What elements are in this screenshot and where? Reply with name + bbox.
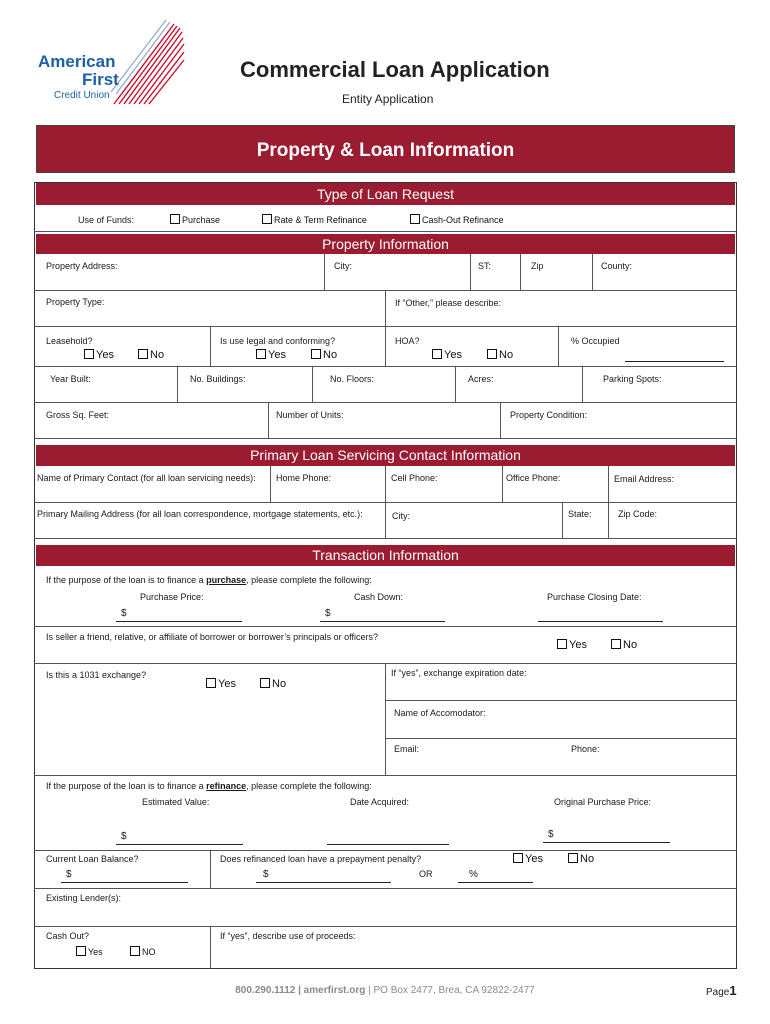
leasehold-yes-checkbox[interactable]: Yes bbox=[84, 349, 114, 361]
leasehold-label: Leasehold? bbox=[46, 336, 93, 346]
seller-affiliate-yes-checkbox[interactable]: Yes bbox=[557, 639, 587, 651]
page-title: Commercial Loan Application bbox=[240, 57, 550, 82]
page-subtitle: Entity Application bbox=[342, 92, 434, 106]
office-phone-label: Office Phone: bbox=[506, 473, 561, 483]
prepayment-no-checkbox[interactable]: No bbox=[568, 853, 594, 865]
property-condition-label: Property Condition: bbox=[510, 410, 588, 420]
logo-line-1: American bbox=[38, 52, 116, 71]
seller-affiliate-question: Is seller a friend, relative, or affiliate of borrower or borrower’s principals or officers? bbox=[46, 632, 378, 642]
accomodator-phone-label: Phone: bbox=[571, 744, 600, 754]
cash-out-label: Cash Out? bbox=[46, 931, 90, 941]
prepayment-amount-field[interactable] bbox=[256, 882, 391, 883]
legal-no-checkbox[interactable]: No bbox=[311, 349, 337, 361]
mailing-state-label: State: bbox=[568, 509, 592, 519]
purchase-price-field[interactable] bbox=[116, 621, 242, 622]
hoa-no-checkbox[interactable]: No bbox=[487, 349, 513, 361]
leasehold-no-checkbox[interactable]: No bbox=[138, 349, 164, 361]
purchase-intro: If the purpose of the loan is to finance a purchase, please complete the following: bbox=[46, 575, 372, 585]
section-banner bbox=[36, 125, 735, 173]
type-of-loan-heading: Type of Loan Request bbox=[36, 183, 735, 205]
exchange-yes-checkbox[interactable]: Yes bbox=[206, 678, 236, 690]
logo-stripes-icon bbox=[106, 18, 186, 106]
date-acquired-label: Date Acquired: bbox=[350, 797, 410, 807]
section-banner-title: Property & Loan Information bbox=[256, 140, 515, 161]
footer-contact: 800.290.1112 | amerfirst.org | PO Box 2477, Brea, CA 92822-2477 bbox=[235, 985, 535, 996]
cash-out-no-checkbox[interactable]: NO bbox=[130, 946, 156, 957]
original-price-field[interactable] bbox=[543, 842, 670, 843]
city-label: City: bbox=[334, 261, 352, 271]
percent-occupied-field[interactable] bbox=[625, 361, 724, 362]
legal-yes-checkbox[interactable]: Yes bbox=[256, 349, 286, 361]
accomodator-label: Name of Accomodator: bbox=[394, 708, 486, 718]
refinance-intro: If the purpose of the loan is to finance a refinance, please complete the following: bbox=[46, 781, 372, 791]
gross-sqft-label: Gross Sq. Feet: bbox=[46, 410, 110, 420]
no-floors-label: No. Floors: bbox=[330, 374, 375, 384]
proceeds-use-label: If “yes”, describe use of proceeds: bbox=[220, 931, 356, 941]
page-number: Page1 bbox=[706, 983, 737, 998]
purchase-price-dollar: $ bbox=[121, 608, 127, 619]
property-info-heading: Property Information bbox=[36, 234, 735, 254]
transaction-info-heading: Transaction Information bbox=[36, 545, 735, 566]
exchange-no-checkbox[interactable]: No bbox=[260, 678, 286, 690]
existing-lenders-label: Existing Lender(s): bbox=[46, 893, 122, 903]
closing-date-field[interactable] bbox=[538, 621, 663, 622]
prepayment-percent-sign: % bbox=[469, 869, 478, 880]
no-buildings-label: No. Buildings: bbox=[190, 374, 246, 384]
estimated-value-label: Estimated Value: bbox=[142, 797, 210, 807]
mailing-city-label: City: bbox=[392, 511, 410, 521]
mailing-zip-label: Zip Code: bbox=[618, 509, 658, 519]
other-describe-label: If “Other,” please describe: bbox=[395, 298, 502, 308]
purchase-price-label: Purchase Price: bbox=[140, 592, 204, 602]
estimated-value-field[interactable] bbox=[116, 844, 243, 845]
original-price-label: Original Purchase Price: bbox=[554, 797, 652, 807]
cash-down-field[interactable] bbox=[320, 621, 445, 622]
prepayment-penalty-question: Does refinanced loan have a prepayment penalty? bbox=[220, 854, 422, 864]
prepayment-or-label: OR bbox=[419, 869, 433, 879]
property-address-label: Property Address: bbox=[46, 261, 118, 271]
seller-affiliate-no-checkbox[interactable]: No bbox=[611, 639, 637, 651]
estimated-value-dollar: $ bbox=[121, 831, 127, 842]
cash-down-label: Cash Down: bbox=[354, 592, 404, 602]
acres-label: Acres: bbox=[468, 374, 494, 384]
cash-out-yes-checkbox[interactable]: Yes bbox=[76, 946, 103, 957]
accomodator-email-label: Email: bbox=[394, 744, 420, 754]
current-balance-label: Current Loan Balance? bbox=[46, 854, 139, 864]
use-of-funds-label: Use of Funds: bbox=[78, 215, 135, 225]
primary-contact-label: Name of Primary Contact (for all loan servicing needs): bbox=[37, 473, 256, 483]
prepayment-percent-field[interactable] bbox=[458, 882, 533, 883]
county-label: County: bbox=[601, 261, 633, 271]
original-price-dollar: $ bbox=[548, 829, 554, 840]
cell-phone-label: Cell Phone: bbox=[391, 473, 438, 483]
logo-line-3: Credit Union bbox=[54, 90, 110, 101]
purchase-checkbox[interactable]: Purchase bbox=[170, 214, 220, 225]
hoa-yes-checkbox[interactable]: Yes bbox=[432, 349, 462, 361]
parking-spots-label: Parking Spots: bbox=[603, 374, 662, 384]
percent-occupied-label: % Occupied bbox=[571, 336, 620, 346]
hoa-label: HOA? bbox=[395, 336, 420, 346]
zip-label: Zip bbox=[531, 261, 544, 271]
number-of-units-label: Number of Units: bbox=[276, 410, 344, 420]
property-type-label: Property Type: bbox=[46, 297, 105, 307]
cash-down-dollar: $ bbox=[325, 608, 331, 619]
prepayment-yes-checkbox[interactable]: Yes bbox=[513, 853, 543, 865]
email-address-label: Email Address: bbox=[614, 474, 675, 484]
closing-date-label: Purchase Closing Date: bbox=[547, 592, 642, 602]
current-balance-dollar: $ bbox=[66, 869, 72, 880]
logo-line-2: First bbox=[82, 70, 119, 89]
exchange-expiration-label: If “yes”, exchange expiration date: bbox=[391, 668, 527, 678]
legal-conforming-label: Is use legal and conforming? bbox=[220, 336, 336, 346]
st-label: ST: bbox=[478, 261, 492, 271]
current-balance-field[interactable] bbox=[61, 882, 188, 883]
cash-out-refinance-checkbox[interactable]: Cash-Out Refinance bbox=[410, 214, 504, 225]
exchange-1031-question: Is this a 1031 exchange? bbox=[46, 670, 147, 680]
prepayment-dollar: $ bbox=[263, 869, 269, 880]
home-phone-label: Home Phone: bbox=[276, 473, 332, 483]
date-acquired-field[interactable] bbox=[327, 844, 449, 845]
contact-info-heading: Primary Loan Servicing Contact Information bbox=[36, 445, 735, 466]
year-built-label: Year Built: bbox=[50, 374, 91, 384]
mailing-address-label: Primary Mailing Address (for all loan correspondence, mortgage statements, etc.): bbox=[37, 509, 363, 519]
rate-term-refinance-checkbox[interactable]: Rate & Term Refinance bbox=[262, 214, 367, 225]
logo bbox=[36, 18, 186, 108]
